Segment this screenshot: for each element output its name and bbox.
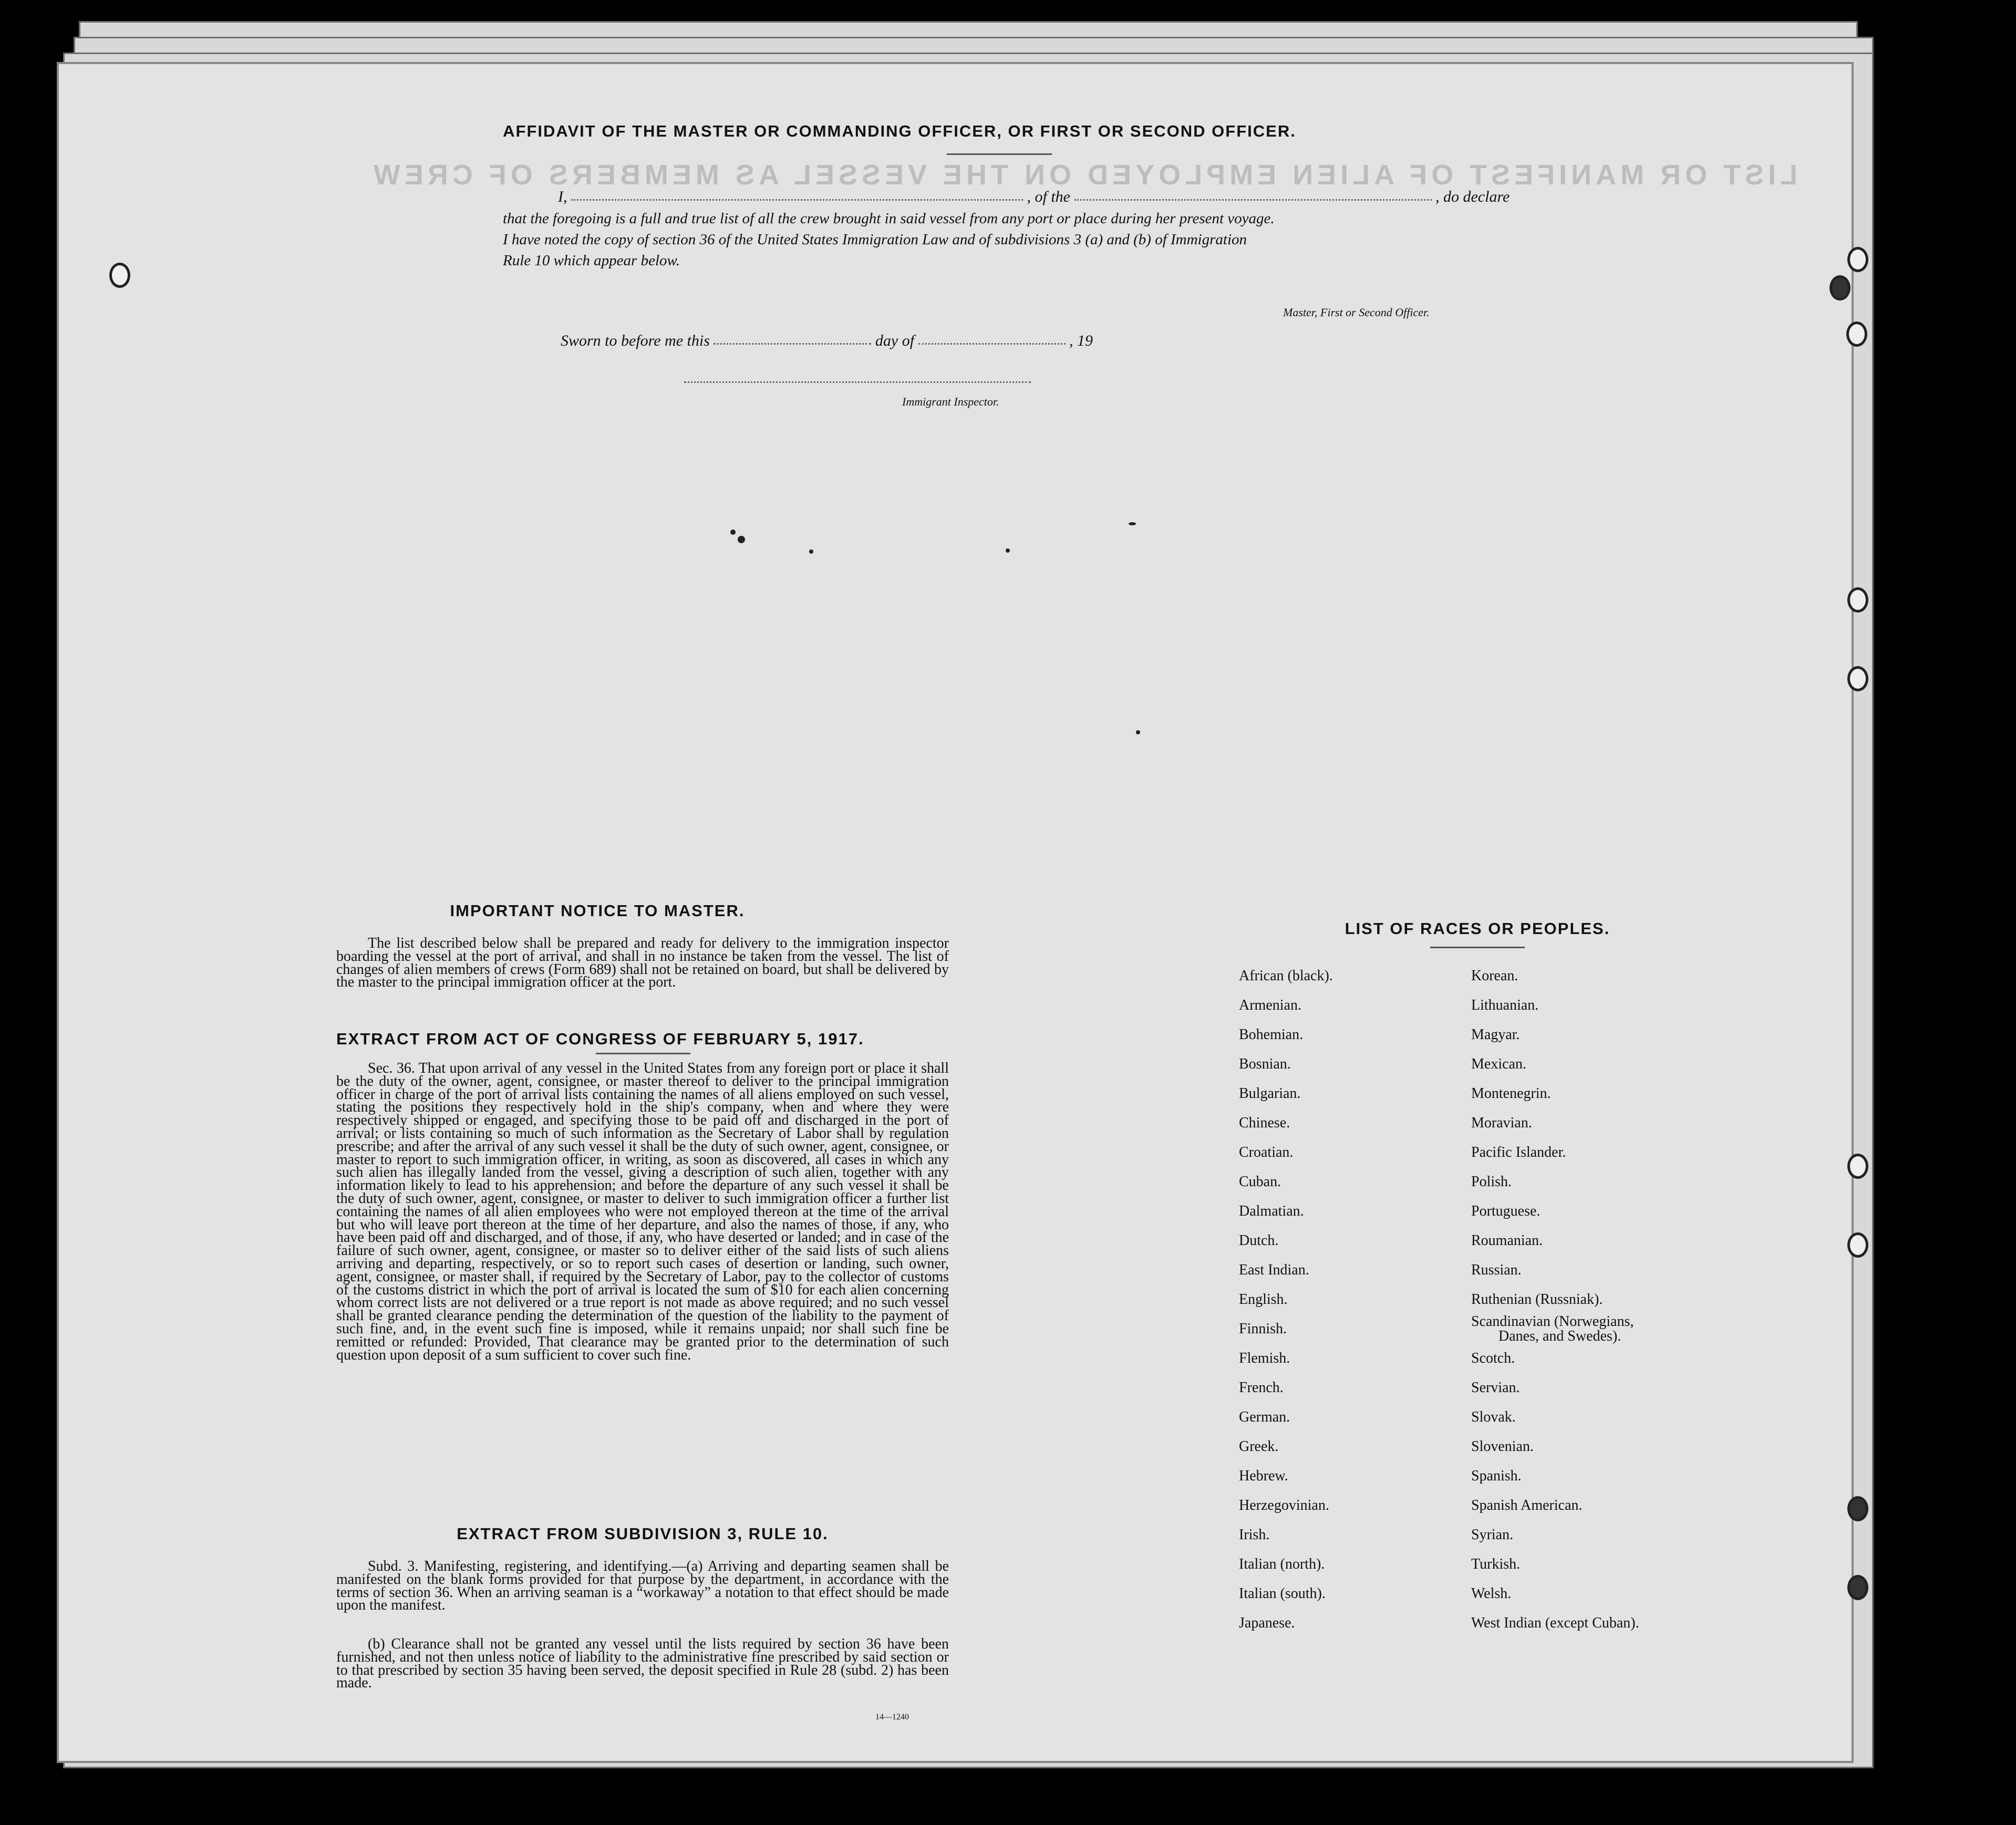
race-item: Herzegovinian.: [1239, 1497, 1329, 1513]
affidavit-title-rule: [947, 153, 1052, 155]
race-item: Korean.: [1471, 968, 1518, 984]
race-item: Roumanian.: [1471, 1232, 1543, 1249]
punch-hole-right-4: [1847, 587, 1868, 613]
punch-hole-right-9: [1847, 1575, 1868, 1600]
race-item: Cuban.: [1239, 1174, 1281, 1190]
punch-hole-right-3: [1846, 322, 1867, 347]
punch-hole-right-6: [1847, 1154, 1868, 1179]
race-item: Armenian.: [1239, 997, 1301, 1013]
name-blank[interactable]: [571, 196, 1023, 201]
extract-rule-text-b: (b) Clearance shall not be granted any vessel until the lists required by section 36 have been furnished, and not then unless notice of liability to the administrative fine prescribed by said section or to that prescribed by section 35 having been served, the deposit specified in Rule 28 (subd. 2) has been made.: [336, 1636, 949, 1692]
race-item: French.: [1239, 1380, 1284, 1396]
race-item: West Indian (except Cuban).: [1471, 1615, 1639, 1631]
race-item: Flemish.: [1239, 1350, 1290, 1366]
declare-of-the: , of the: [1027, 188, 1070, 205]
notice-title: IMPORTANT NOTICE TO MASTER.: [450, 901, 745, 920]
race-item: Ruthenian (Russniak).: [1471, 1291, 1603, 1308]
declare-end: , do declare: [1435, 188, 1510, 205]
race-item: German.: [1239, 1409, 1290, 1425]
affidavit-line-1: [558, 188, 1572, 206]
punch-hole-right-8: [1847, 1496, 1868, 1521]
extract-act-title: EXTRACT FROM ACT OF CONGRESS OF FEBRUARY 5, 1917.: [336, 1030, 864, 1048]
bleed-through-header: LIST OR MANIFEST OF ALIEN EMPLOYED ON THE VESSEL AS MEMBERS OF CREW: [369, 159, 1798, 191]
race-item: Bohemian.: [1239, 1026, 1304, 1043]
race-item: Polish.: [1471, 1174, 1512, 1190]
day-blank[interactable]: [714, 340, 871, 345]
ink-smudge: [1006, 548, 1010, 553]
race-item: Dalmatian.: [1239, 1203, 1304, 1219]
race-item: Magyar.: [1471, 1026, 1520, 1043]
extract-rule-text-a: Subd. 3. Manifesting, registering, and identifying.—(a) Arriving and departing seamen shall be manifested on the blank forms provided for that purpose by the department, in accordance with the terms of section 36. When an arriving seaman is a “workaway” a notation to that effect should be made upon the manifest.: [336, 1558, 949, 1614]
race-item: Mexican.: [1471, 1056, 1526, 1072]
extract-act-rule: [596, 1053, 690, 1054]
race-item: Bosnian.: [1239, 1056, 1291, 1072]
race-item: African (black).: [1239, 968, 1333, 984]
race-item: Turkish.: [1471, 1556, 1521, 1572]
sworn-text: Sworn to before me this: [561, 332, 710, 349]
races-title: LIST OF RACES OR PEOPLES.: [1345, 919, 1610, 938]
race-item: Irish.: [1239, 1527, 1270, 1543]
extract-act-text: Sec. 36. That upon arrival of any vessel in the United States from any foreign port or place it shall be the duty of the owner, agent, consignee, or master thereof to deliver to the principal immigration officer in charge of the port of arrival lists containing the names of all aliens employed on such vessel, stating the positions they respectively hold in the ship's company, when and where they were respectively shipped or engaged, and specifying those to be paid off and discharged in the port of arrival; or lists containing so much of such information as the Secretary of Labor shall by regulation prescribe; and after the arrival of any such vessel it shall be the duty of such owner, agent, consignee, or master to report to such immigration officer, in writing, as soon as discovered, all cases in which any such alien has illegally landed from the vessel, giving a description of such alien, together with any information likely to lead to his apprehension; and before the departure of any such vessel it shall be the duty of such owner, agent, consignee, or master to deliver to such immigration officer a further list containing the names of all alien employees who were not employed thereon at the time of the arrival but who will leave port thereon at the time of her departure, and also the names of those, if any, who have been paid off and discharged, and of those, if any, who have deserted or landed; and in case of the failure of such owner, agent, consignee, or master so to deliver either of the said lists of such aliens arriving and departing, respectively, or so to report such cases of desertion or landing, such owner, agent, consignee, or master shall, if required by the Secretary of Labor, pay to the collector of customs of the customs district in which the port of arrival is located the sum of $10 for each alien concerning whom correct lists are not delivered or a true report is not made as above required; and no such vessel shall be granted clearance pending the determination of the question of the liability to the payment of such fine, and, in the event such fine is imposed, while it remains unpaid; nor shall such fine be remitted or refunded: Provided, That clearance may be granted prior to the determination of such question upon deposit of a sum sufficient to cover such fine.: [336, 1060, 949, 1363]
inspector-signature-blank[interactable]: [684, 378, 1031, 383]
race-item: Finnish.: [1239, 1321, 1287, 1337]
document-page: [57, 62, 1854, 1763]
ink-smudge: [1129, 522, 1136, 525]
month-blank[interactable]: [918, 340, 1066, 345]
form-number: 14—1240: [875, 1713, 909, 1722]
race-item: Scandinavian (Norwegians,: [1471, 1313, 1634, 1330]
master-caption: Master, First or Second Officer.: [1283, 306, 1430, 319]
race-item: Japanese.: [1239, 1615, 1295, 1631]
race-item: Scotch.: [1471, 1350, 1515, 1366]
race-item: Russian.: [1471, 1262, 1522, 1278]
race-item: Servian.: [1471, 1380, 1520, 1396]
race-item: Moravian.: [1471, 1115, 1532, 1131]
race-item: Portuguese.: [1471, 1203, 1541, 1219]
ink-smudge: [809, 549, 813, 554]
day-of-text: day of: [875, 332, 915, 349]
vessel-blank[interactable]: [1074, 196, 1432, 201]
year-text: , 19: [1069, 332, 1093, 349]
inspector-caption: Immigrant Inspector.: [902, 395, 999, 408]
race-item: East Indian.: [1239, 1262, 1309, 1278]
affidavit-line-3: I have noted the copy of section 36 of the United States Immigration Law and of subdivisions 3 (a) and (b) of Immigration: [503, 231, 1247, 248]
race-item: Bulgarian.: [1239, 1085, 1301, 1102]
punch-hole-right-2: [1829, 275, 1850, 300]
race-item: Italian (south).: [1239, 1585, 1326, 1602]
race-item: Slovenian.: [1471, 1438, 1534, 1455]
declare-i: I,: [558, 188, 567, 205]
race-item: Syrian.: [1471, 1527, 1514, 1543]
ink-smudge: [1136, 730, 1140, 734]
race-item: Greek.: [1239, 1438, 1279, 1455]
punch-hole-right-1: [1847, 247, 1868, 272]
race-item: Montenegrin.: [1471, 1085, 1551, 1102]
race-item: Welsh.: [1471, 1585, 1512, 1602]
sworn-line: [561, 332, 1093, 350]
race-item: Italian (north).: [1239, 1556, 1325, 1572]
race-item: English.: [1239, 1291, 1288, 1308]
race-item-continuation: Danes, and Swedes).: [1498, 1328, 1621, 1344]
ink-smudge: [738, 536, 745, 543]
ink-smudge: [730, 530, 736, 535]
affidavit-title: AFFIDAVIT OF THE MASTER OR COMMANDING OFFICER, OR FIRST OR SECOND OFFICER.: [503, 122, 1296, 140]
race-item: Chinese.: [1239, 1115, 1290, 1131]
race-item: Croatian.: [1239, 1144, 1294, 1160]
race-item: Lithuanian.: [1471, 997, 1539, 1013]
punch-hole-left: [109, 263, 130, 288]
punch-hole-right-5: [1847, 666, 1868, 691]
race-item: Pacific Islander.: [1471, 1144, 1566, 1160]
race-item: Spanish.: [1471, 1468, 1522, 1484]
race-item: Spanish American.: [1471, 1497, 1583, 1513]
extract-rule-title: EXTRACT FROM SUBDIVISION 3, RULE 10.: [457, 1525, 829, 1543]
race-item: Hebrew.: [1239, 1468, 1288, 1484]
race-item: Dutch.: [1239, 1232, 1279, 1249]
affidavit-line-2: that the foregoing is a full and true list of all the crew brought in said vessel from any port or place during her present voyage.: [503, 210, 1275, 227]
affidavit-line-4: Rule 10 which appear below.: [503, 252, 680, 269]
punch-hole-right-7: [1847, 1232, 1868, 1258]
races-title-rule: [1430, 947, 1525, 948]
race-item: Slovak.: [1471, 1409, 1516, 1425]
notice-text: The list described below shall be prepared and ready for delivery to the immigration inspector boarding the vessel at the port of arrival, and shall in no instance be taken from the vessel. The list of changes of alien members of crews (Form 689) shall not be retained on board, but shall be delivered by the master to the principal immigration officer at the port.: [336, 935, 949, 991]
